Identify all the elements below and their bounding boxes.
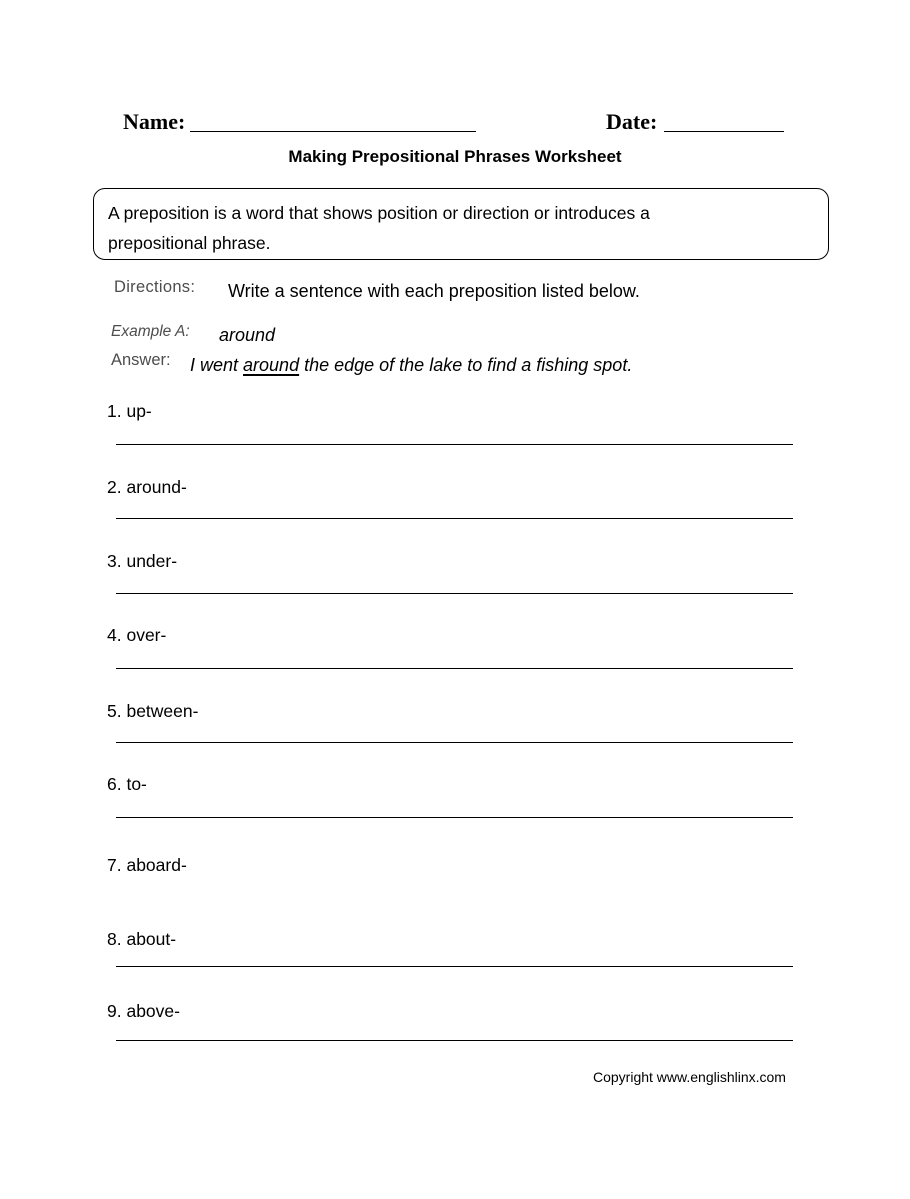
worksheet-title: Making Prepositional Phrases Worksheet — [288, 147, 622, 166]
item-label: 6. to- — [107, 774, 147, 794]
date-label: Date: — [606, 109, 658, 134]
answer-label: Answer: — [111, 351, 171, 369]
item-label: 3. under- — [107, 551, 178, 571]
answer-line-8[interactable] — [116, 966, 793, 967]
answer-text-before: I went — [190, 355, 244, 375]
answer-underlined-word: around — [243, 355, 300, 375]
answer-line-4[interactable] — [116, 668, 793, 669]
answer-line-6[interactable] — [116, 817, 793, 818]
answer-line-9[interactable] — [116, 1040, 793, 1041]
copyright-text: Copyright www.englishlinx.com — [593, 1069, 786, 1085]
item-label: 4. over- — [107, 625, 167, 645]
example-word: around — [219, 325, 276, 345]
item-label: 2. around- — [107, 477, 187, 497]
answer-line-2[interactable] — [116, 518, 793, 519]
item-label: 7. aboard- — [107, 855, 187, 875]
name-field[interactable] — [190, 131, 476, 132]
answer-line-3[interactable] — [116, 593, 793, 594]
example-label: Example A: — [111, 323, 190, 340]
item-label: 9. above- — [107, 1001, 180, 1021]
item-label: 8. about- — [107, 929, 177, 949]
answer-line-5[interactable] — [116, 742, 793, 743]
item-label: 5. between- — [107, 701, 199, 721]
example-answer — [190, 353, 632, 377]
directions-text: Write a sentence with each preposition listed below. — [228, 281, 640, 301]
date-field[interactable] — [664, 131, 784, 132]
definition-text: A preposition is a word that shows position or direction or introduces a prepositional phrase. — [108, 203, 650, 253]
name-label: Name: — [123, 109, 186, 134]
item-label: 1. up- — [107, 401, 152, 421]
directions-label: Directions: — [114, 278, 196, 296]
answer-text-after: the edge of the lake to find a fishing spot. — [299, 355, 633, 375]
answer-line-1[interactable] — [116, 444, 793, 445]
